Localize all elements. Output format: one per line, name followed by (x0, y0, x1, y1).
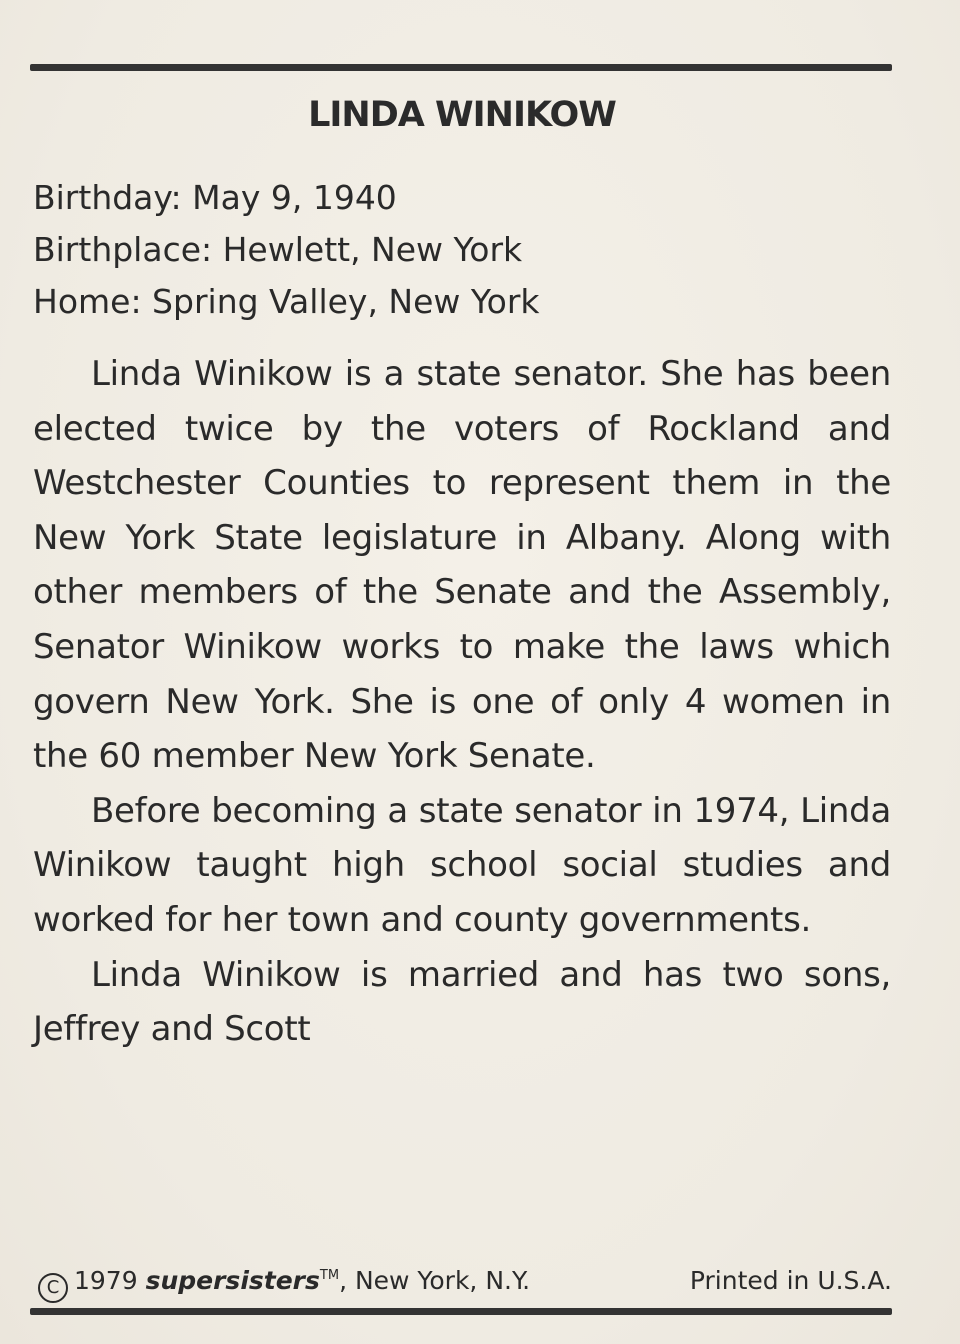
fact-home: Home: Spring Valley, New York (33, 282, 540, 321)
publisher-location: , New York, N.Y. (339, 1266, 531, 1295)
fact-birthplace: Birthplace: Hewlett, New York (33, 230, 523, 269)
card-title: LINDA WINIKOW (308, 95, 616, 135)
trademark-mark: TM (319, 1268, 340, 1283)
bio-paragraph-1: Linda Winikow is a state senator. She has been elected twice by the voters of Rockland and Westchester Counties to represent them in the New York State legislature in Albany. Along with other members of the Senate and the Assembly, Senator Winikow works to make the laws which govern New York. She is one of only 4 women in the 60 member New York Senate. (33, 354, 891, 777)
fact-birthday: Birthday: May 9, 1940 (33, 178, 397, 217)
printed-in: Printed in U.S.A. (689, 1266, 892, 1295)
bio-paragraph-2: Before becoming a state senator in 1974, Linda Winikow taught high school social studies and worked for her town and county governments. (33, 790, 891, 940)
copyright-year: 1979 (74, 1266, 138, 1295)
copyright-icon: C (38, 1273, 68, 1303)
bottom-divider (30, 1308, 892, 1315)
top-divider (30, 64, 892, 71)
brand-name: supersisters (145, 1266, 320, 1295)
biography (33, 347, 891, 1057)
bio-paragraph-3: Linda Winikow is married and has two sons, Jeffrey and Scott (33, 954, 891, 1050)
facts-block (33, 172, 893, 328)
copyright-line (38, 1266, 530, 1303)
footer (38, 1266, 892, 1303)
